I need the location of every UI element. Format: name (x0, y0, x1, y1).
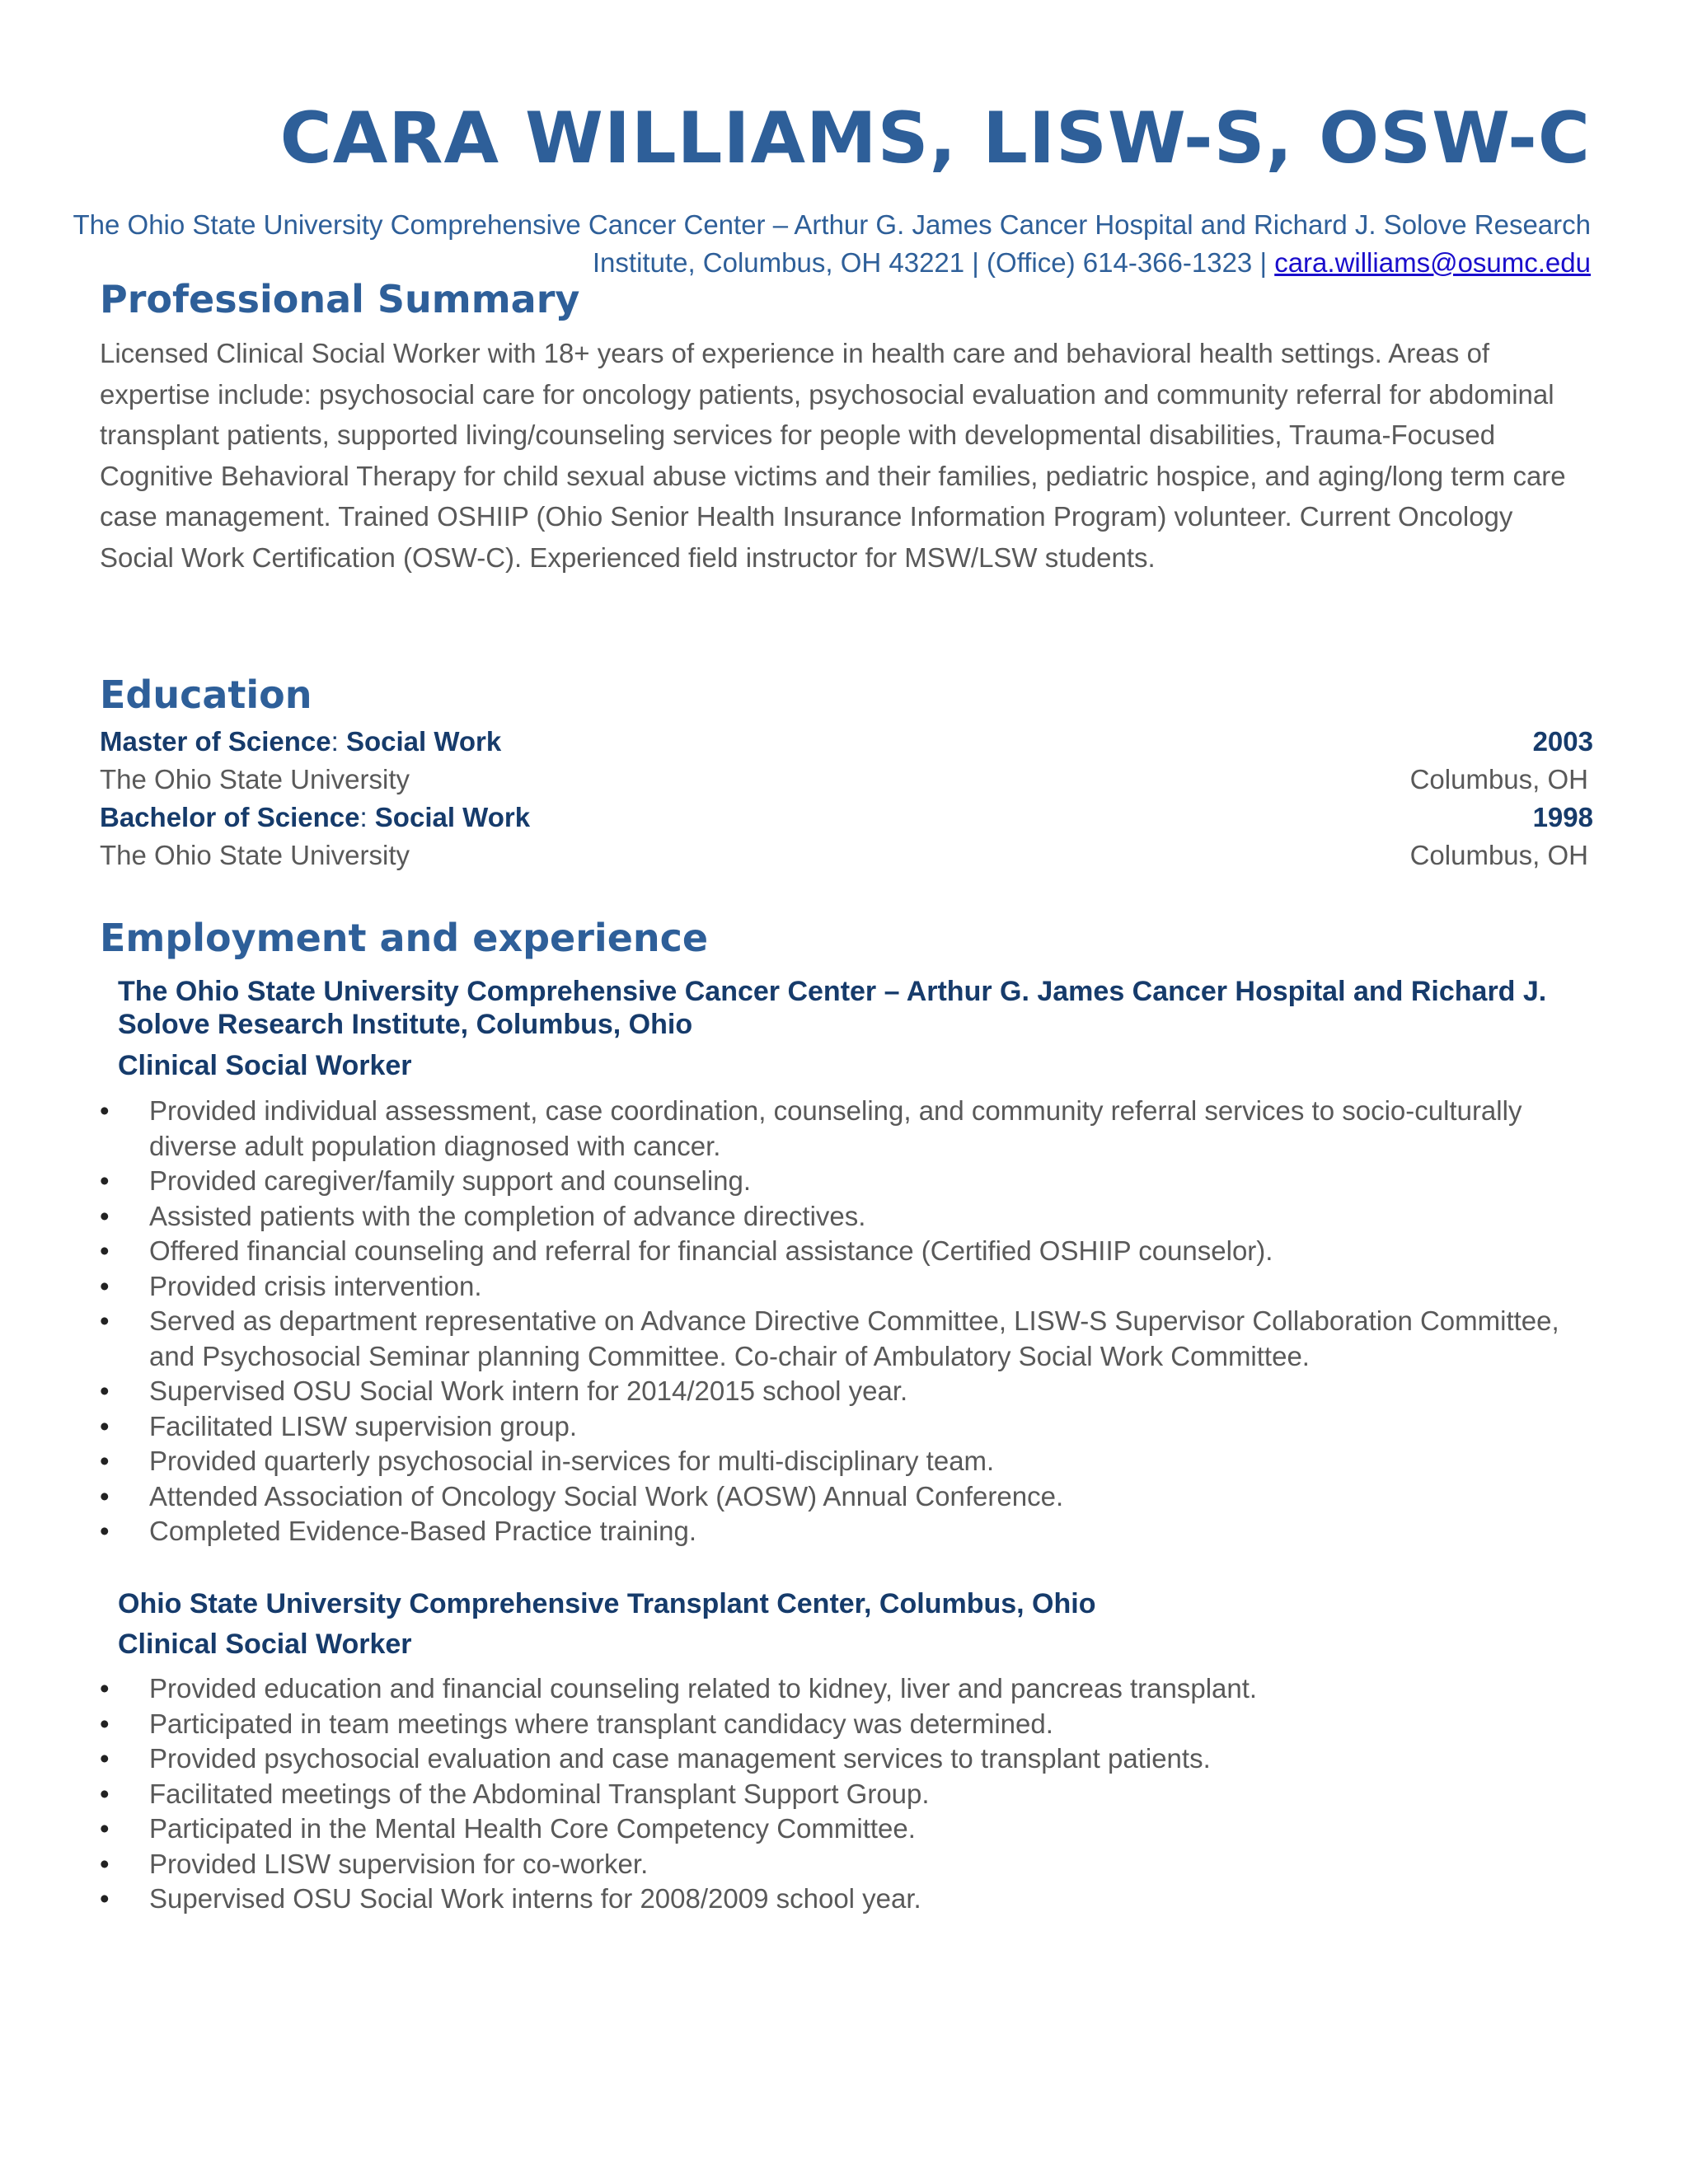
list-item: • Provided individual assessment, case coordination, counseling, and community referral services to socio-culturally diverse adult population diagnosed with cancer. (100, 1094, 1583, 1164)
list-item: • Provided caregiver/family support and counseling. (100, 1164, 1583, 1199)
degree-year: 2003 (1532, 726, 1593, 757)
list-item: • Facilitated meetings of the Abdominal Transplant Support Group. (100, 1777, 1583, 1812)
job-duties-list (100, 1094, 1583, 1549)
list-item: • Offered financial counseling and referral for financial assistance (Certified OSHIIP counselor). (100, 1234, 1583, 1269)
school-name: The Ohio State University (100, 840, 410, 870)
list-item: • Supervised OSU Social Work interns for 2008/2009 school year. (100, 1882, 1583, 1917)
list-item: • Participated in team meetings where transplant candidacy was determined. (100, 1707, 1583, 1742)
list-item: • Participated in the Mental Health Core Competency Committee. (100, 1811, 1583, 1847)
email-link[interactable]: cara.williams@osumc.edu (1274, 247, 1591, 278)
job-title: Clinical Social Worker (118, 1629, 412, 1660)
list-item: • Facilitated LISW supervision group. (100, 1409, 1583, 1445)
list-item: • Assisted patients with the completion of advance directives. (100, 1199, 1583, 1235)
job-duties-list (100, 1671, 1583, 1917)
section-title-employment: Employment and experience (100, 916, 709, 960)
list-item: • Provided crisis intervention. (100, 1269, 1583, 1305)
list-item: • Provided psychosocial evaluation and case management services to transplant patients. (100, 1741, 1583, 1777)
list-item: • Provided LISW supervision for co-worker. (100, 1847, 1583, 1882)
list-item: • Supervised OSU Social Work intern for 2014/2015 school year. (100, 1374, 1583, 1409)
section-title-summary: Professional Summary (100, 277, 580, 321)
education-degree-row (100, 726, 1593, 764)
employer-name: Ohio State University Comprehensive Transplant Center, Columbus, Ohio (118, 1588, 1096, 1619)
degree-title: Master of Science: Social Work (100, 726, 502, 757)
section-title-education: Education (100, 673, 312, 717)
degree-year: 1998 (1532, 802, 1593, 832)
employer-name: The Ohio State University Comprehensive Cancer Center – Arthur G. James Cancer Hospital and Richard J. Solove Research Institute, Columbus, Ohio (118, 976, 1547, 1040)
list-item: • Provided education and financial counseling related to kidney, liver and pancreas transplant. (100, 1671, 1583, 1707)
education-degree-row (100, 802, 1593, 840)
list-item: • Attended Association of Oncology Social Work (AOSW) Annual Conference. (100, 1479, 1583, 1515)
school-name: The Ohio State University (100, 764, 410, 794)
job-title: Clinical Social Worker (118, 1050, 412, 1081)
degree-title: Bachelor of Science: Social Work (100, 802, 531, 832)
list-item: • Served as department representative on Advance Directive Committee, LISW-S Supervisor Collaboration Committee, and Psychosocial Seminar planning Committee. Co-chair of Ambulatory Social Work Committee. (100, 1304, 1583, 1374)
list-item: • Completed Evidence-Based Practice training. (100, 1514, 1583, 1549)
education-school-row (100, 764, 1593, 802)
contact-address-phone: The Ohio State University Comprehensive Cancer Center – Arthur G. James Cancer Hospital and Richard J. Solove Research Institute, Columbus, OH 43221 | (Office) 614-366-1323 | (73, 209, 1591, 278)
contact-info (25, 206, 1591, 282)
list-item: • Provided quarterly psychosocial in-services for multi-disciplinary team. (100, 1444, 1583, 1479)
school-location: Columbus, OH (1409, 840, 1588, 870)
summary-text: Licensed Clinical Social Worker with 18+ years of experience in health care and behavioral health settings. Areas of expertise include: psychosocial care for oncology patients, psychosocial evaluation and community referral for abdominal transplant patients, supported living/counseling services for people with developmental disabilities, Trauma-Focused Cognitive Behavioral Therapy for child sexual abuse victims and their families, pediatric hospice, and aging/long term care case management. Trained OSHIIP (Ohio Senior Health Insurance Information Program) volunteer. Current Oncology Social Work Certification (OSW-C). Experienced field instructor for MSW/LSW students. (100, 338, 1566, 573)
school-location: Columbus, OH (1409, 764, 1588, 794)
candidate-name: CARA WILLIAMS, LISW-S, OSW-C (279, 97, 1591, 180)
education-school-row (100, 840, 1593, 878)
